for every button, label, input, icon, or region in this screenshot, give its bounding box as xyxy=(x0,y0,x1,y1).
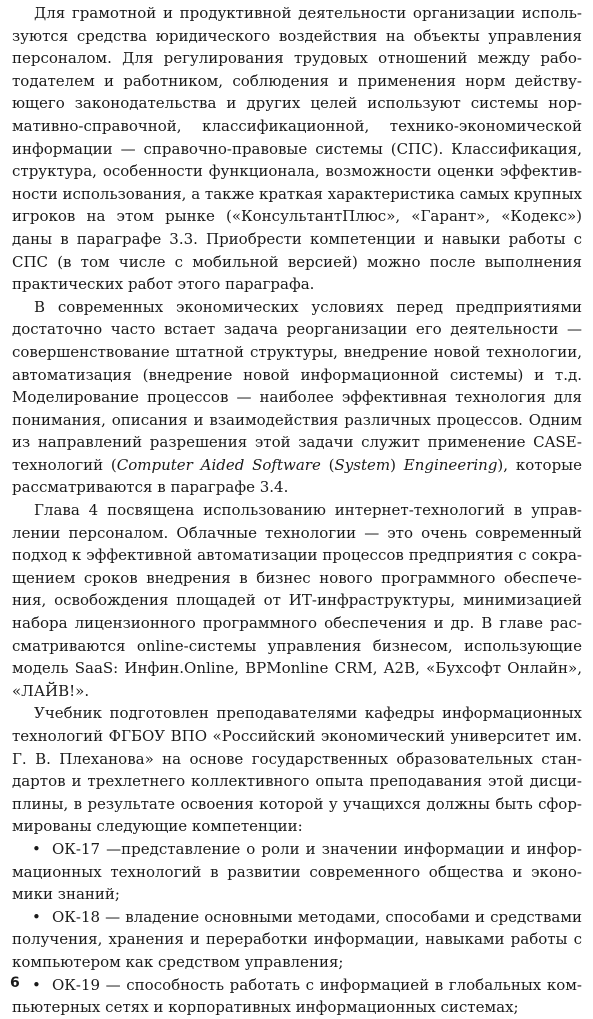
list-item xyxy=(12,906,582,974)
paragraph-internet-technologies: Глава 4 посвящена использованию интернет-технологий в управлении персоналом. Облачные технологии — это очень современный подход к эффективной автоматизации процессов предприятия с сокращением сроков внедрения в бизнес нового программного обеспечения, освобождения площадей от ИТ-инфраструктуры, минимизацией набора лицензионного программного обеспечения и др. В главе рассматриваются online-системы управления бизнесом, использующие модель SaaS: Инфин.Online, BPMonline CRM, A2B, «Бухсофт Онлайн», «ЛАЙВ!». xyxy=(12,501,582,700)
competencies-list xyxy=(12,838,582,1019)
list-item xyxy=(12,974,582,1019)
list-item-text: ОК-19 — способность работать с информацией в глобальных компьютерных сетях и корпоративных информационных системах; xyxy=(12,975,582,1017)
bullet-icon: • xyxy=(32,975,41,994)
list-item-text: ОК-18 — владение основными методами, способами и средствами получения, хранения и переработки информации, навыками работы с компьютером как средством управления; xyxy=(12,907,582,971)
paragraph-legal-systems: Для грамотной и продуктивной деятельности организации используются средства юридического воздействия на объекты управления персоналом. Для регулирования трудовых отношений между работодателем и работником, соблюдения и применения норм действующего законодательства и других целей используют системы нормативно-справочной, классификационной, технико-экономической информации — справочно-правовые системы (СПС). Классификация, структура, особенности функционала, возможности оценки эффективности использования, а также краткая характеристика самых крупных игроков на этом рынке («КонсультантПлюс», «Гарант», «Кодекс») даны в параграфе 3.3. Приобрести компетенции и навыки работы с СПС (в том числе с мобильной версией) можно после выполнения практических работ этого параграфа. xyxy=(12,4,582,294)
paragraph-case-text-mid2: ) xyxy=(390,455,404,474)
page-number: 6 xyxy=(10,975,20,991)
paragraph-case-italic-2: System xyxy=(334,455,391,474)
list-item-text: ОК-17 —представление о роли и значении информации и информационных технологий в развитии современного общества и экономики знаний; xyxy=(12,839,582,904)
bullet-icon: • xyxy=(32,907,41,926)
bullet-icon: • xyxy=(32,839,41,858)
paragraph-case-italic-3: Engineering xyxy=(403,455,498,474)
paragraph-competencies-intro: Учебник подготовлен преподавателями кафедры информационных технологий ФГБОУ ВПО «Российский экономический университет им. Г. В. Плеханова» на основе государственных образовательных стандартов и трехлетнего коллективного опыта преподавания этой дисциплины, в результате освоения которой у учащихся должны быть сформированы следующие компетенции: xyxy=(12,704,582,836)
page-body xyxy=(12,2,582,1019)
paragraph-case-text-end: ), которые рассматриваются в параграфе 3.4. xyxy=(12,455,582,497)
paragraph-case-technologies xyxy=(12,296,582,499)
paragraph-case-text-start: В современных экономических условиях перед предприятиями достаточно часто встает задача реорганизации его деятельности — совершенствование штатной структуры, внедрение новой технологии, автоматизация (внедрение новой информационной системы) и т.д. Моделирование процессов — наиболее эффективная технология для понимания, описания и взаимодействия различных процессов. Одним из направлений разрешения этой задачи служит применение CASE-технологий ( xyxy=(12,297,582,474)
paragraph-case-text-mid: ( xyxy=(320,455,335,474)
list-item xyxy=(12,838,582,906)
paragraph-case-italic-1: Computer Aided Software xyxy=(116,455,321,474)
